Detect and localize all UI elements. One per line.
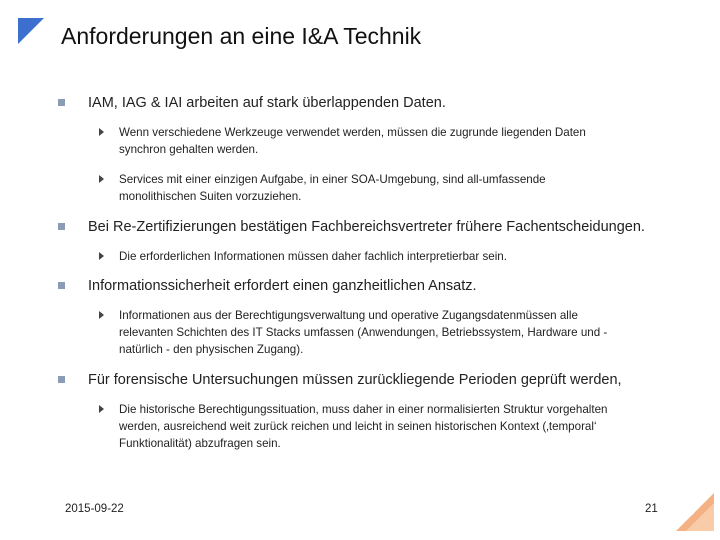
sub-bullet-line: Die erforderlichen Informationen müssen daher fachlich interpretierbar sein. [119,250,507,263]
square-bullet-icon [58,223,65,230]
bullet-text: IAM, IAG & IAI arbeiten auf stark überlappenden Daten. [88,95,446,111]
arrow-bullet-icon [99,405,104,413]
footer-date: 2015-09-22 [65,503,124,515]
sub-bullet-line: natürlich - den physischen Zugang). [119,343,304,356]
sub-bullet-line: Informationen aus der Berechtigungsverwaltung und operative Zugangsdatenmüssen alle [119,309,578,322]
square-bullet-icon [58,376,65,383]
sub-bullet-line: synchron gehalten werden. [119,143,259,156]
sub-bullet-line: werden, ausreichend weit zurück reichen und leicht in seinen historischen Kontext (‚temporal‘ [119,420,597,433]
square-bullet-icon [58,282,65,289]
sub-bullet-text [119,307,607,358]
sub-bullet-line: Wenn verschiedene Werkzeuge verwendet werden, müssen die zugrunde liegenden Daten [119,126,586,139]
sub-bullet-text [119,248,507,265]
sub-bullet-line: Die historische Berechtigungssituation, muss daher in einer normalisierten Struktur vorgehalten [119,403,608,416]
page-number: 21 [645,503,658,515]
bullet-text: Informationssicherheit erfordert einen ganzheitlichen Ansatz. [88,278,477,294]
sub-bullet-line: Services mit einer einzigen Aufgabe, in einer SOA-Umgebung, sind all-umfassende [119,173,546,186]
sub-bullet-text [119,401,607,452]
arrow-bullet-icon [99,175,104,183]
sub-bullet-line: monolithischen Suiten vorzuziehen. [119,190,302,203]
sub-bullet-text [119,124,586,158]
sub-bullet-line: relevanten Schichten des IT Stacks umfassen (Anwendungen, Betriebssystem, Hardware und - [119,326,608,339]
sub-bullet-text [119,171,546,205]
slide-title: Anforderungen an eine I&A Technik [61,23,422,49]
arrow-bullet-icon [99,311,104,319]
sub-bullet-line: Funktionalität) abzufragen sein. [119,437,281,450]
bullet-text: Bei Re-Zertifizierungen bestätigen Fachbereichsvertreter frühere Fachentscheidungen. [88,219,645,235]
square-bullet-icon [58,99,65,106]
arrow-bullet-icon [99,252,104,260]
logo-text: SIG [682,510,695,517]
arrow-bullet-icon [99,128,104,136]
bullet-text: Für forensische Untersuchungen müssen zurückliegende Perioden geprüft werden, [88,372,622,388]
